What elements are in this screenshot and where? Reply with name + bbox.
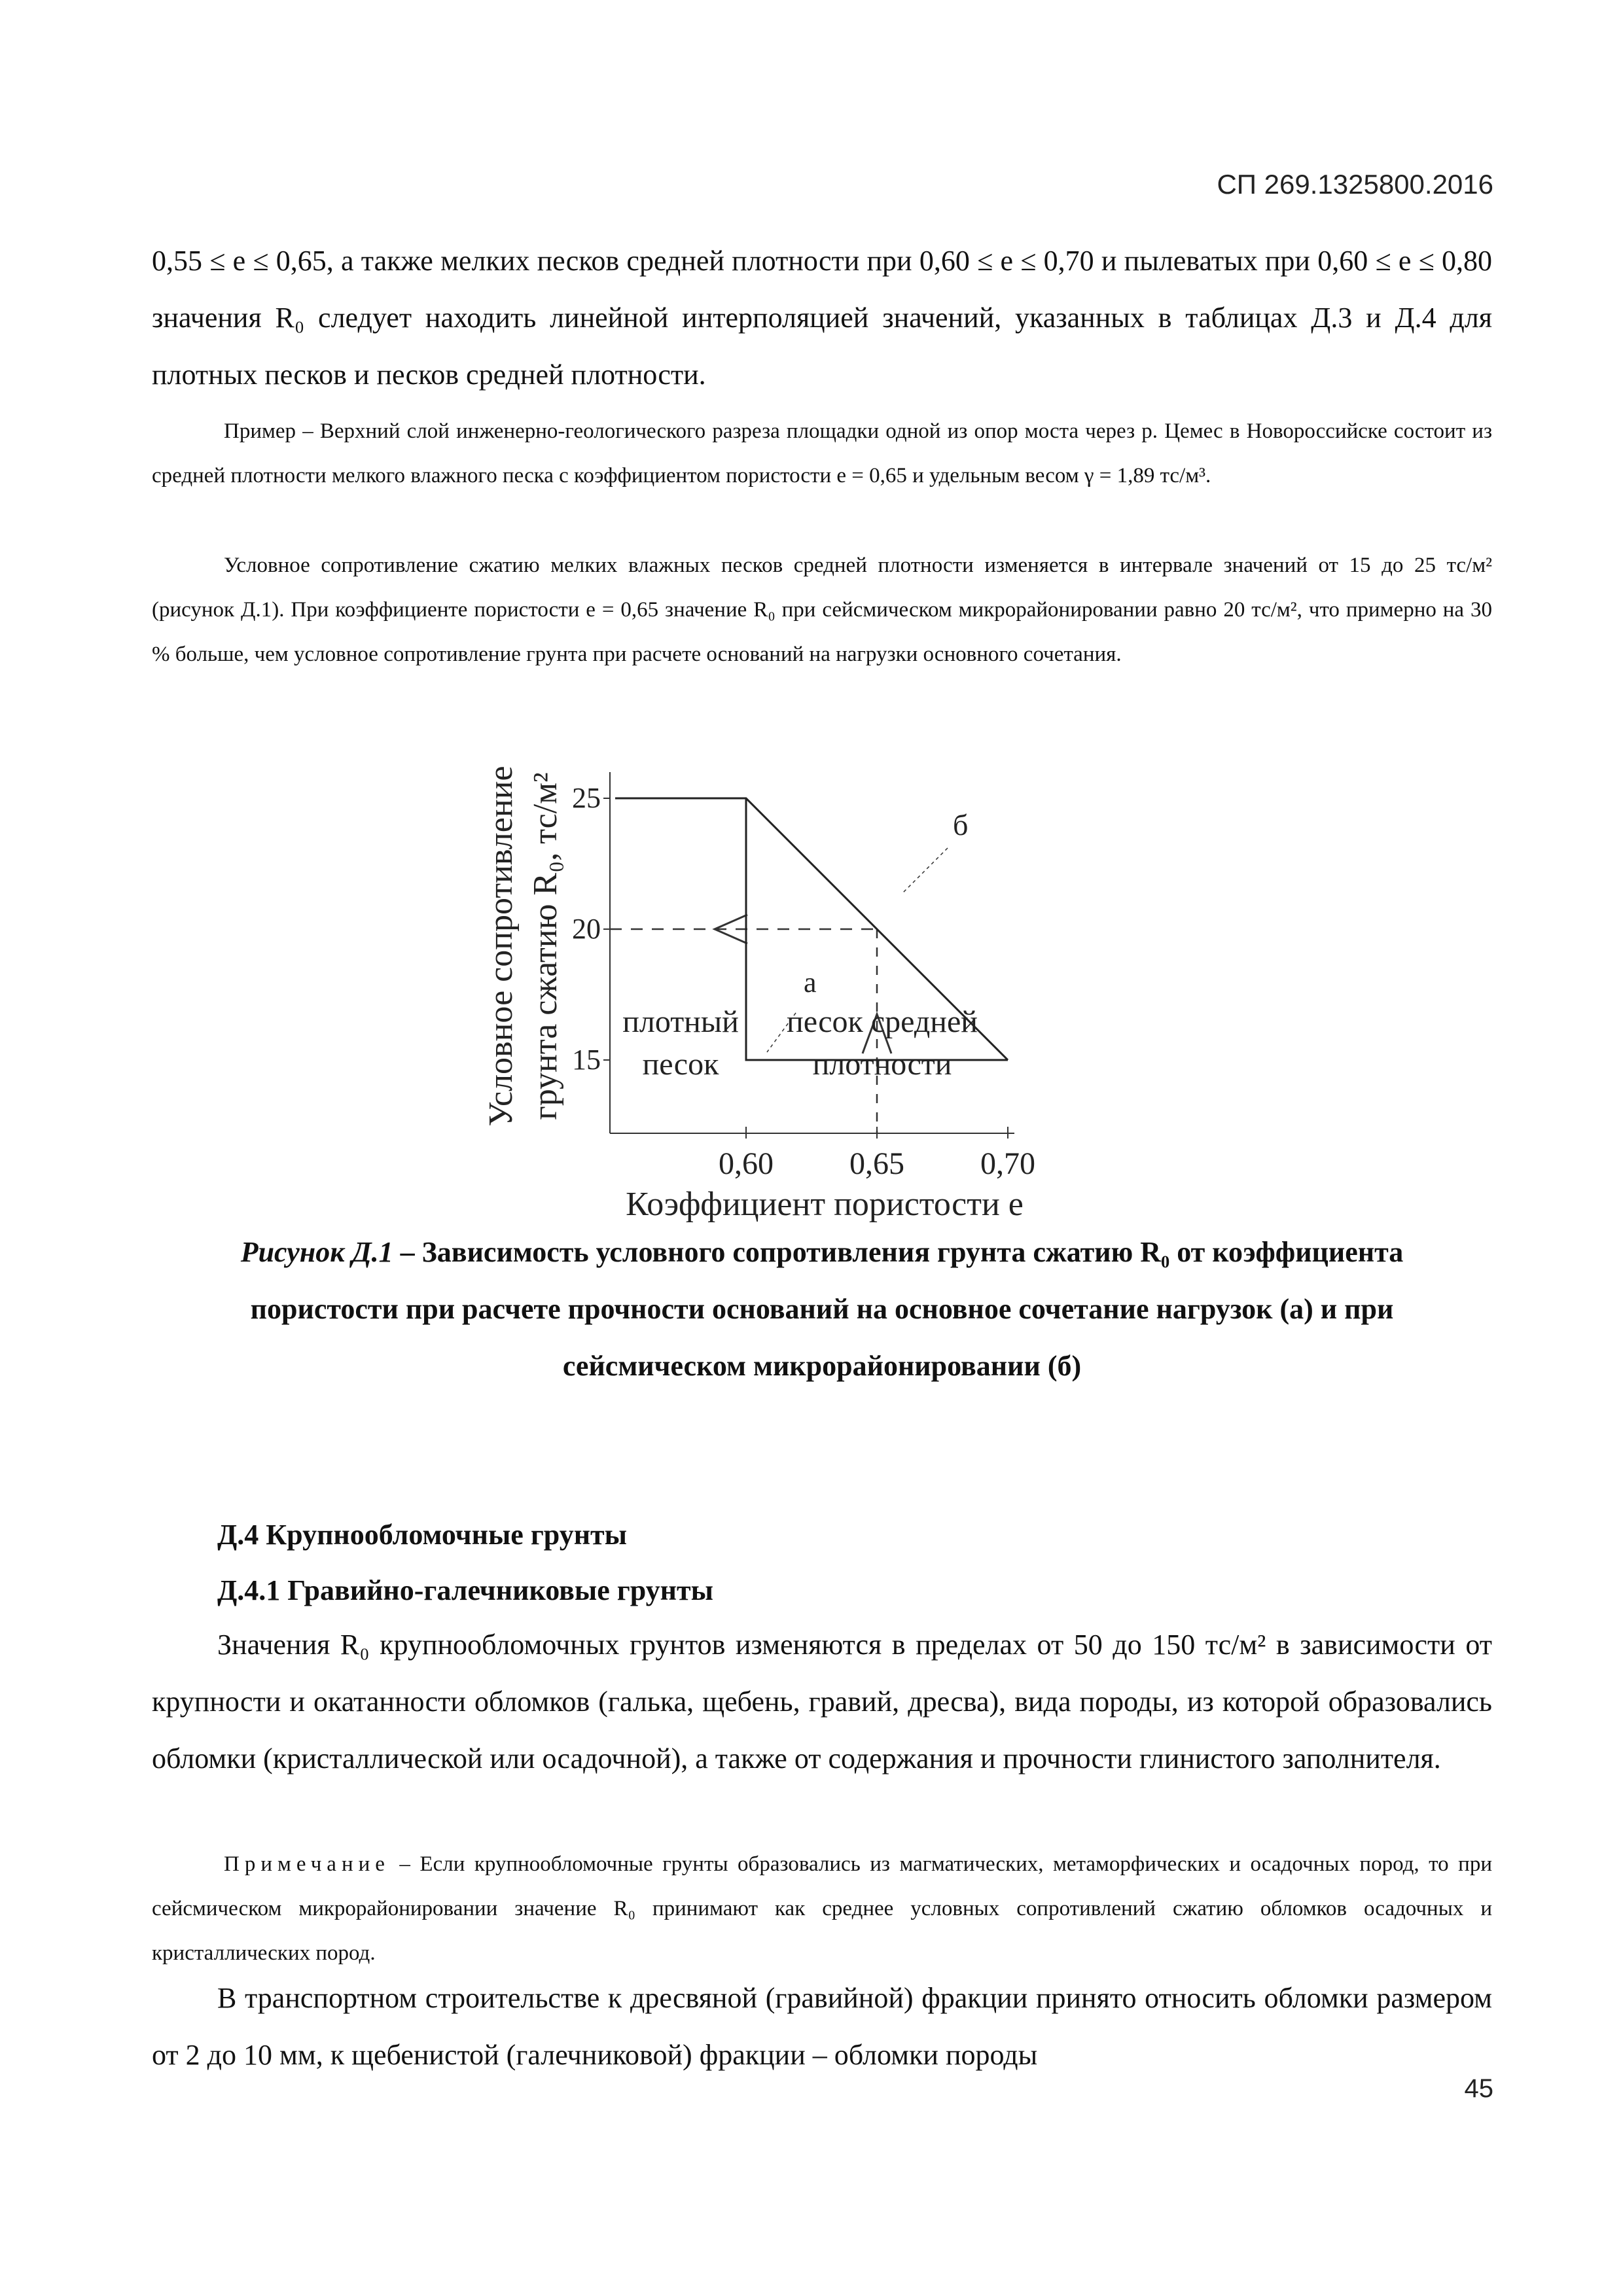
section-paragraph-2: В транспортном строительстве к дресвяной (гравийной) фракции принято относить обломки размером от 2 до 10 мм, к щебенистой (галечниковой) фракции – обломки породы [152, 1982, 1492, 2071]
figure-caption-label: Рисунок Д.1 [240, 1236, 393, 1268]
soil-resistance-chart [458, 733, 1178, 1243]
series-label-a: а [804, 966, 817, 998]
region-label-medium-sand: плотности [812, 1047, 952, 1082]
y-tick-label: 25 [572, 782, 601, 814]
explanation-paragraph: Условное сопротивление сжатию мелких влажных песков средней плотности изменяется в интервале значений от 15 до 25 тс/м² (рисунок Д.1). При коэффициенте пористости e = 0,65 значение R₀ при сейсмическом микрорайонировании равно 20 тс/м², что примерно на 30 % больше, чем условное сопротивление грунта при расчете оснований на нагрузки основного сочетания. [152, 554, 1492, 666]
subsection-heading: Д.4.1 Гравийно-галечниковые грунты [217, 1574, 713, 1606]
figure-caption [152, 1224, 1492, 1394]
intro-paragraph: 0,55 ≤ e ≤ 0,65, а также мелких песков средней плотности при 0,60 ≤ e ≤ 0,70 и пылеватых при 0,60 ≤ e ≤ 0,80 значения R₀ следует находить линейной интерполяцией значений, указанных в таблицах Д.3 и Д.4 для плотных песков и песков средней плотности. [152, 245, 1492, 391]
x-tick-label: 0,60 [719, 1146, 774, 1181]
chart-labels-group [482, 766, 1035, 1223]
y-tick-label: 15 [572, 1044, 601, 1076]
section-heading: Д.4 Крупнообломочные грунты [217, 1519, 628, 1551]
note-paragraph [152, 1842, 1492, 1975]
example-paragraph: Пример – Верхний слой инженерно-геологического разреза площадки одной из опор моста через р. Цемес в Новороссийске состоит из средней плотности мелкого влажного песка с коэффициентом пористости e = 0,65 и удельным весом γ = 1,89 тс/м³. [152, 419, 1492, 487]
x-axis-title: Коэффициент пористости e [626, 1186, 1024, 1223]
page-number: 45 [1464, 2074, 1493, 2103]
series-label-b: б [953, 808, 969, 841]
section-paragraph: Значения R₀ крупнообломочных грунтов изменяются в пределах от 50 до 150 тс/м² в зависимости от крупности и окатанности обломков (галька, щебень, гравий, дресва), вида породы, из которой образовались обломки (кристаллической или осадочной), а также от содержания и прочности глинистого заполнителя. [152, 1629, 1492, 1775]
x-tick-label: 0,70 [980, 1146, 1035, 1181]
region-label-dense-sand: песок [642, 1047, 719, 1082]
region-label-medium-sand: песок средней [787, 1004, 978, 1039]
note-label: Примечание [224, 1852, 390, 1876]
figure-caption-line2: пористости при расчете прочности оснований на основное сочетание нагрузок (а) и при [250, 1293, 1394, 1325]
figure-caption-line3: сейсмическом микрорайонировании (б) [562, 1350, 1082, 1382]
y-axis-title: Условное сопротивление [482, 766, 520, 1127]
region-label-dense-sand: плотный [622, 1004, 739, 1039]
chart-reference-lines [610, 798, 891, 1133]
figure-caption-line1: – Зависимость условного сопротивления грунта сжатию R₀ от коэффициента [400, 1236, 1404, 1268]
y-axis-title: грунта сжатию R₀, тс/м² [527, 772, 564, 1120]
note-text: – Если крупнообломочные грунты образовались из магматических, метаморфических и осадочных пород, то при сейсмическом микрорайонировании значение R₀ принимают как среднее условных сопротивлений сжатию обломков осадочных и кристаллических пород. [152, 1852, 1492, 1965]
x-tick-label: 0,65 [849, 1146, 904, 1181]
document-code: СП 269.1325800.2016 [1217, 169, 1493, 200]
y-tick-label: 20 [572, 913, 601, 945]
series-b-leader [903, 848, 948, 892]
